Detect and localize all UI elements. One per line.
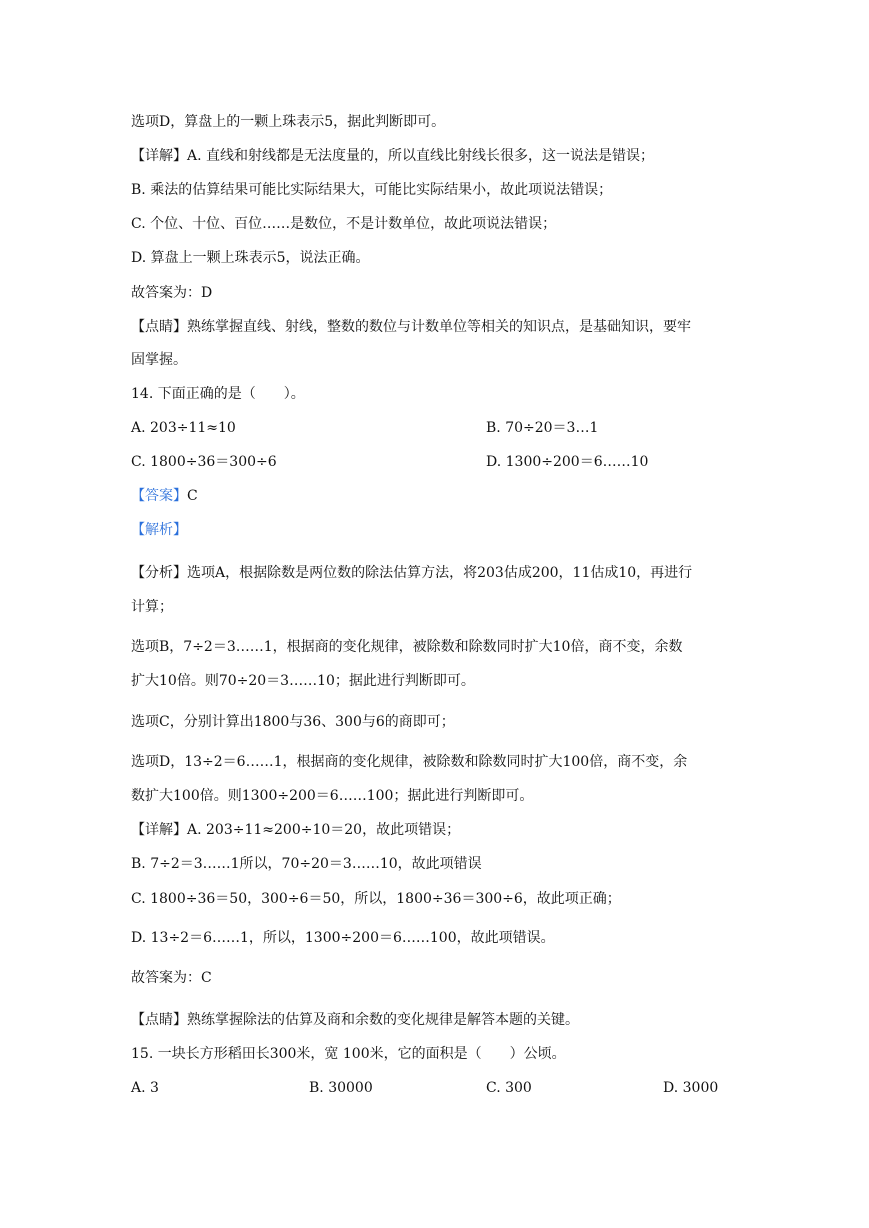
paragraph: 【详解】A. 203÷11≈200÷10＝20，故此项错误； xyxy=(131,822,461,838)
paragraph: 选项D，13÷2＝6……1，根据商的变化规律，被除数和除数同时扩大100倍，商不变，余 xyxy=(131,754,688,770)
question-15: 15. 一块长方形稻田长300米，宽 100米，它的面积是（ ）公顷。 xyxy=(131,1046,566,1062)
q14-option-d: D. 1300÷200＝6……10 xyxy=(486,454,649,470)
q15-option-c: C. 300 xyxy=(486,1080,532,1096)
analysis-label: 【解析】 xyxy=(131,522,187,538)
paragraph: C. 个位、十位、百位……是数位，不是计数单位，故此项说法错误； xyxy=(131,216,557,232)
paragraph: D. 13÷2＝6……1，所以，1300÷200＝6……100，故此项错误。 xyxy=(131,930,555,946)
answer-value: C xyxy=(187,488,198,504)
answer-line xyxy=(131,486,198,506)
paragraph: 【点睛】熟练掌握直线、射线，整数的数位与计数单位等相关的知识点，是基础知识，要牢 xyxy=(131,319,691,335)
answer-label: 【答案】 xyxy=(131,488,187,504)
paragraph: B. 7÷2＝3……1所以，70÷20＝3……10，故此项错误 xyxy=(131,856,482,872)
paragraph: 【点睛】熟练掌握除法的估算及商和余数的变化规律是解答本题的关键。 xyxy=(131,1012,579,1028)
q14-option-a: A. 203÷11≈10 xyxy=(131,420,236,436)
q15-option-a: A. 3 xyxy=(131,1080,159,1096)
paragraph: 故答案为：C xyxy=(131,970,212,986)
paragraph: 选项B，7÷2＝3……1，根据商的变化规律，被除数和除数同时扩大10倍，商不变，余数 xyxy=(131,639,683,655)
paragraph: 扩大10倍。则70÷20＝3……10；据此进行判断即可。 xyxy=(131,673,475,689)
paragraph: 固掌握。 xyxy=(131,352,187,368)
paragraph: B. 乘法的估算结果可能比实际结果大，可能比实际结果小，故此项说法错误； xyxy=(131,182,613,198)
paragraph: 数扩大100倍。则1300÷200＝6……100；据此进行判断即可。 xyxy=(131,788,534,804)
q15-option-d: D. 3000 xyxy=(663,1080,719,1096)
paragraph: 【详解】A. 直线和射线都是无法度量的，所以直线比射线长很多，这一说法是错误； xyxy=(131,148,655,164)
paragraph: 【分析】选项A，根据除数是两位数的除法估算方法，将203估成200，11估成10，再进行 xyxy=(131,565,693,581)
paragraph: 选项D，算盘上的一颗上珠表示5，据此判断即可。 xyxy=(131,114,446,130)
paragraph: 计算； xyxy=(131,599,173,615)
question-14: 14. 下面正确的是（ ）。 xyxy=(131,386,305,402)
paragraph: 选项C，分别计算出1800与36、300与6的商即可； xyxy=(131,714,455,730)
q14-option-c: C. 1800÷36＝300÷6 xyxy=(131,454,277,470)
q15-option-b: B. 30000 xyxy=(309,1080,373,1096)
paragraph: 故答案为：D xyxy=(131,285,213,301)
q14-option-b: B. 70÷20＝3…1 xyxy=(486,420,599,436)
paragraph: D. 算盘上一颗上珠表示5，说法正确。 xyxy=(131,250,370,266)
paragraph: C. 1800÷36＝50，300÷6＝50，所以，1800÷36＝300÷6，故此项正确； xyxy=(131,891,621,907)
